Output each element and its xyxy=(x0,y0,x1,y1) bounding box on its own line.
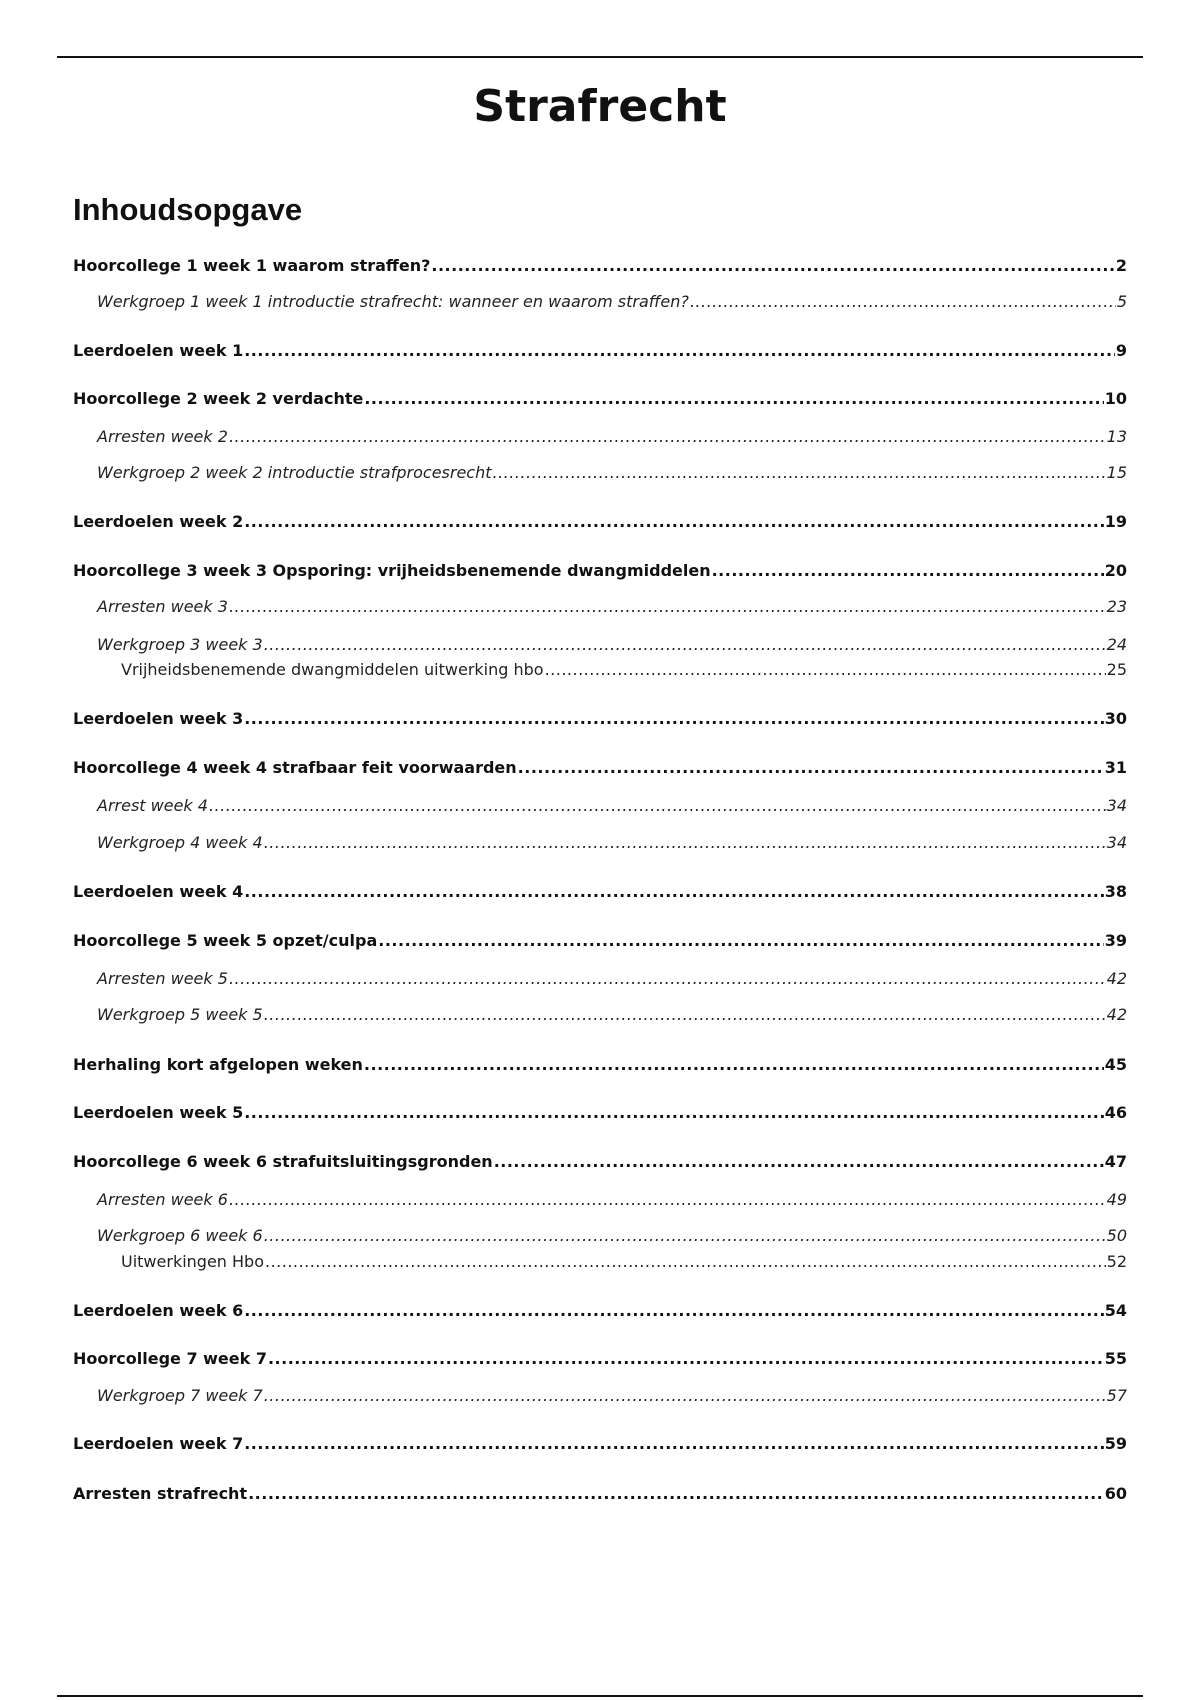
toc-entry-title: Hoorcollege 3 week 3 Opsporing: vrijheidsbenemende dwangmiddelen xyxy=(73,561,711,580)
toc-entry-title: Leerdoelen week 7 xyxy=(73,1434,244,1453)
toc-entry-title: Werkgroep 2 week 2 introductie strafprocesrecht xyxy=(97,463,492,482)
toc-entry-title: Werkgroep 4 week 4 xyxy=(97,833,263,852)
toc-entry-page: 2 xyxy=(1115,256,1127,275)
toc-dot-leader xyxy=(244,340,1115,362)
toc-entry[interactable] xyxy=(73,757,1127,779)
toc-dot-leader xyxy=(494,1151,1104,1173)
toc-dot-leader xyxy=(244,1300,1104,1322)
toc-entry-page: 5 xyxy=(1116,292,1127,311)
toc-entry[interactable] xyxy=(73,1348,1127,1370)
toc-entry[interactable] xyxy=(73,340,1127,362)
toc-entry-title: Hoorcollege 1 week 1 waarom straffen? xyxy=(73,256,431,275)
toc-entry-title: Werkgroep 1 week 1 introductie strafrecht: wanneer en waarom straffen? xyxy=(97,292,689,311)
toc-dot-leader xyxy=(229,596,1106,618)
toc-entry-page: 45 xyxy=(1104,1055,1127,1074)
toc-entry-page: 34 xyxy=(1106,796,1127,815)
toc-entry-page: 19 xyxy=(1104,512,1127,531)
toc-dot-leader xyxy=(264,832,1106,854)
toc-entry-title: Werkgroep 6 week 6 xyxy=(97,1226,263,1245)
toc-entry-title: Leerdoelen week 6 xyxy=(73,1301,244,1320)
toc-entry-page: 59 xyxy=(1104,1434,1127,1453)
toc-entry-page: 23 xyxy=(1106,597,1127,616)
toc-entry-title: Herhaling kort afgelopen weken xyxy=(73,1055,363,1074)
toc-entry-page: 9 xyxy=(1115,341,1127,360)
toc-dot-leader xyxy=(265,1251,1106,1273)
toc-entry-title: Leerdoelen week 3 xyxy=(73,709,244,728)
toc-heading: Inhoudsopgave xyxy=(73,192,303,227)
toc-entry[interactable] xyxy=(73,1102,1127,1124)
toc-entry[interactable] xyxy=(73,388,1127,410)
toc-dot-leader xyxy=(264,1004,1106,1026)
toc-entry-page: 13 xyxy=(1106,427,1127,446)
toc-entry[interactable] xyxy=(73,1300,1127,1322)
toc-entry-title: Leerdoelen week 2 xyxy=(73,512,244,531)
toc-dot-leader xyxy=(378,930,1103,952)
toc-entry-page: 60 xyxy=(1104,1484,1127,1503)
toc-dot-leader xyxy=(244,881,1104,903)
toc-entry-title: Hoorcollege 6 week 6 strafuitsluitingsgronden xyxy=(73,1152,493,1171)
toc-entry[interactable] xyxy=(73,511,1127,533)
toc-entry[interactable] xyxy=(97,832,1127,854)
toc-entry[interactable] xyxy=(97,291,1127,313)
toc-entry-title: Uitwerkingen Hbo xyxy=(121,1252,264,1271)
toc-entry-title: Arresten week 2 xyxy=(97,427,228,446)
toc-dot-leader xyxy=(244,511,1104,533)
toc-entry-page: 52 xyxy=(1106,1252,1127,1271)
toc-dot-leader xyxy=(229,1189,1106,1211)
toc-dot-leader xyxy=(545,659,1106,681)
toc-entry-page: 42 xyxy=(1106,969,1127,988)
toc-entry[interactable] xyxy=(97,634,1127,656)
toc-entry-title: Arresten week 5 xyxy=(97,969,228,988)
toc-entry[interactable] xyxy=(97,1189,1127,1211)
toc-dot-leader xyxy=(244,708,1104,730)
toc-entry-page: 49 xyxy=(1106,1190,1127,1209)
toc-entry-page: 42 xyxy=(1106,1005,1127,1024)
toc-entry-page: 47 xyxy=(1104,1152,1127,1171)
toc-entry[interactable] xyxy=(121,1251,1127,1273)
toc-dot-leader xyxy=(248,1483,1104,1505)
toc-entry-title: Werkgroep 7 week 7 xyxy=(97,1386,263,1405)
toc-entry-page: 38 xyxy=(1104,882,1127,901)
toc-entry-title: Arresten strafrecht xyxy=(73,1484,248,1503)
toc-dot-leader xyxy=(690,291,1116,313)
toc-entry[interactable] xyxy=(97,1225,1127,1247)
toc-entry-title: Hoorcollege 2 week 2 verdachte xyxy=(73,389,364,408)
toc-entry[interactable] xyxy=(73,708,1127,730)
toc-entry-page: 31 xyxy=(1104,758,1127,777)
toc-entry-page: 55 xyxy=(1104,1349,1127,1368)
toc-dot-leader xyxy=(364,1054,1104,1076)
toc-entry[interactable] xyxy=(73,255,1127,277)
toc-entry-title: Werkgroep 5 week 5 xyxy=(97,1005,263,1024)
toc-entry[interactable] xyxy=(73,1151,1127,1173)
toc-entry[interactable] xyxy=(73,1433,1127,1455)
toc-dot-leader xyxy=(229,968,1106,990)
toc-entry-title: Hoorcollege 4 week 4 strafbaar feit voorwaarden xyxy=(73,758,517,777)
toc-entry-title: Arresten week 6 xyxy=(97,1190,228,1209)
toc-entry-page: 34 xyxy=(1106,833,1127,852)
toc-dot-leader xyxy=(264,1385,1106,1407)
toc-dot-leader xyxy=(493,462,1106,484)
toc-entry[interactable] xyxy=(73,1054,1127,1076)
toc-entry[interactable] xyxy=(97,968,1127,990)
toc-entry-page: 39 xyxy=(1104,931,1127,950)
toc-entry-page: 50 xyxy=(1106,1226,1127,1245)
toc-entry[interactable] xyxy=(73,560,1127,582)
toc-dot-leader xyxy=(364,388,1103,410)
toc-entry-page: 46 xyxy=(1104,1103,1127,1122)
toc-dot-leader xyxy=(244,1433,1104,1455)
toc-entry-page: 20 xyxy=(1104,561,1127,580)
toc-dot-leader xyxy=(431,255,1114,277)
toc-entry[interactable] xyxy=(97,462,1127,484)
toc-entry[interactable] xyxy=(73,1483,1127,1505)
toc-entry[interactable] xyxy=(97,596,1127,618)
toc-entry-page: 24 xyxy=(1106,635,1127,654)
toc-dot-leader xyxy=(209,795,1106,817)
toc-entry-title: Hoorcollege 7 week 7 xyxy=(73,1349,267,1368)
toc-entry-page: 57 xyxy=(1106,1386,1127,1405)
toc-dot-leader xyxy=(712,560,1104,582)
toc-dot-leader xyxy=(229,426,1106,448)
toc-entry-page: 15 xyxy=(1106,463,1127,482)
toc-dot-leader xyxy=(244,1102,1104,1124)
toc-entry[interactable] xyxy=(97,795,1127,817)
toc-entry-title: Vrijheidsbenemende dwangmiddelen uitwerking hbo xyxy=(121,660,544,679)
toc-entry[interactable] xyxy=(97,1385,1127,1407)
toc-entry-title: Hoorcollege 5 week 5 opzet/culpa xyxy=(73,931,378,950)
toc-entry-title: Arresten week 3 xyxy=(97,597,228,616)
toc-entry-title: Leerdoelen week 4 xyxy=(73,882,244,901)
toc-dot-leader xyxy=(268,1348,1104,1370)
toc-dot-leader xyxy=(264,634,1106,656)
toc-dot-leader xyxy=(264,1225,1106,1247)
toc-entry[interactable] xyxy=(121,659,1127,681)
toc-entry-page: 25 xyxy=(1106,660,1127,679)
toc-entry-page: 30 xyxy=(1104,709,1127,728)
toc-entry[interactable] xyxy=(97,426,1127,448)
document-title: Strafrecht xyxy=(473,81,727,132)
toc-dot-leader xyxy=(518,757,1104,779)
bottom-rule xyxy=(57,1695,1143,1697)
toc-entry-title: Leerdoelen week 1 xyxy=(73,341,244,360)
toc-entry-title: Werkgroep 3 week 3 xyxy=(97,635,263,654)
toc-entry-title: Arrest week 4 xyxy=(97,796,208,815)
toc-entry-page: 10 xyxy=(1104,389,1127,408)
toc-entry[interactable] xyxy=(73,881,1127,903)
toc-entry[interactable] xyxy=(97,1004,1127,1026)
toc-entry[interactable] xyxy=(73,930,1127,952)
toc-entry-page: 54 xyxy=(1104,1301,1127,1320)
toc-entry-title: Leerdoelen week 5 xyxy=(73,1103,244,1122)
